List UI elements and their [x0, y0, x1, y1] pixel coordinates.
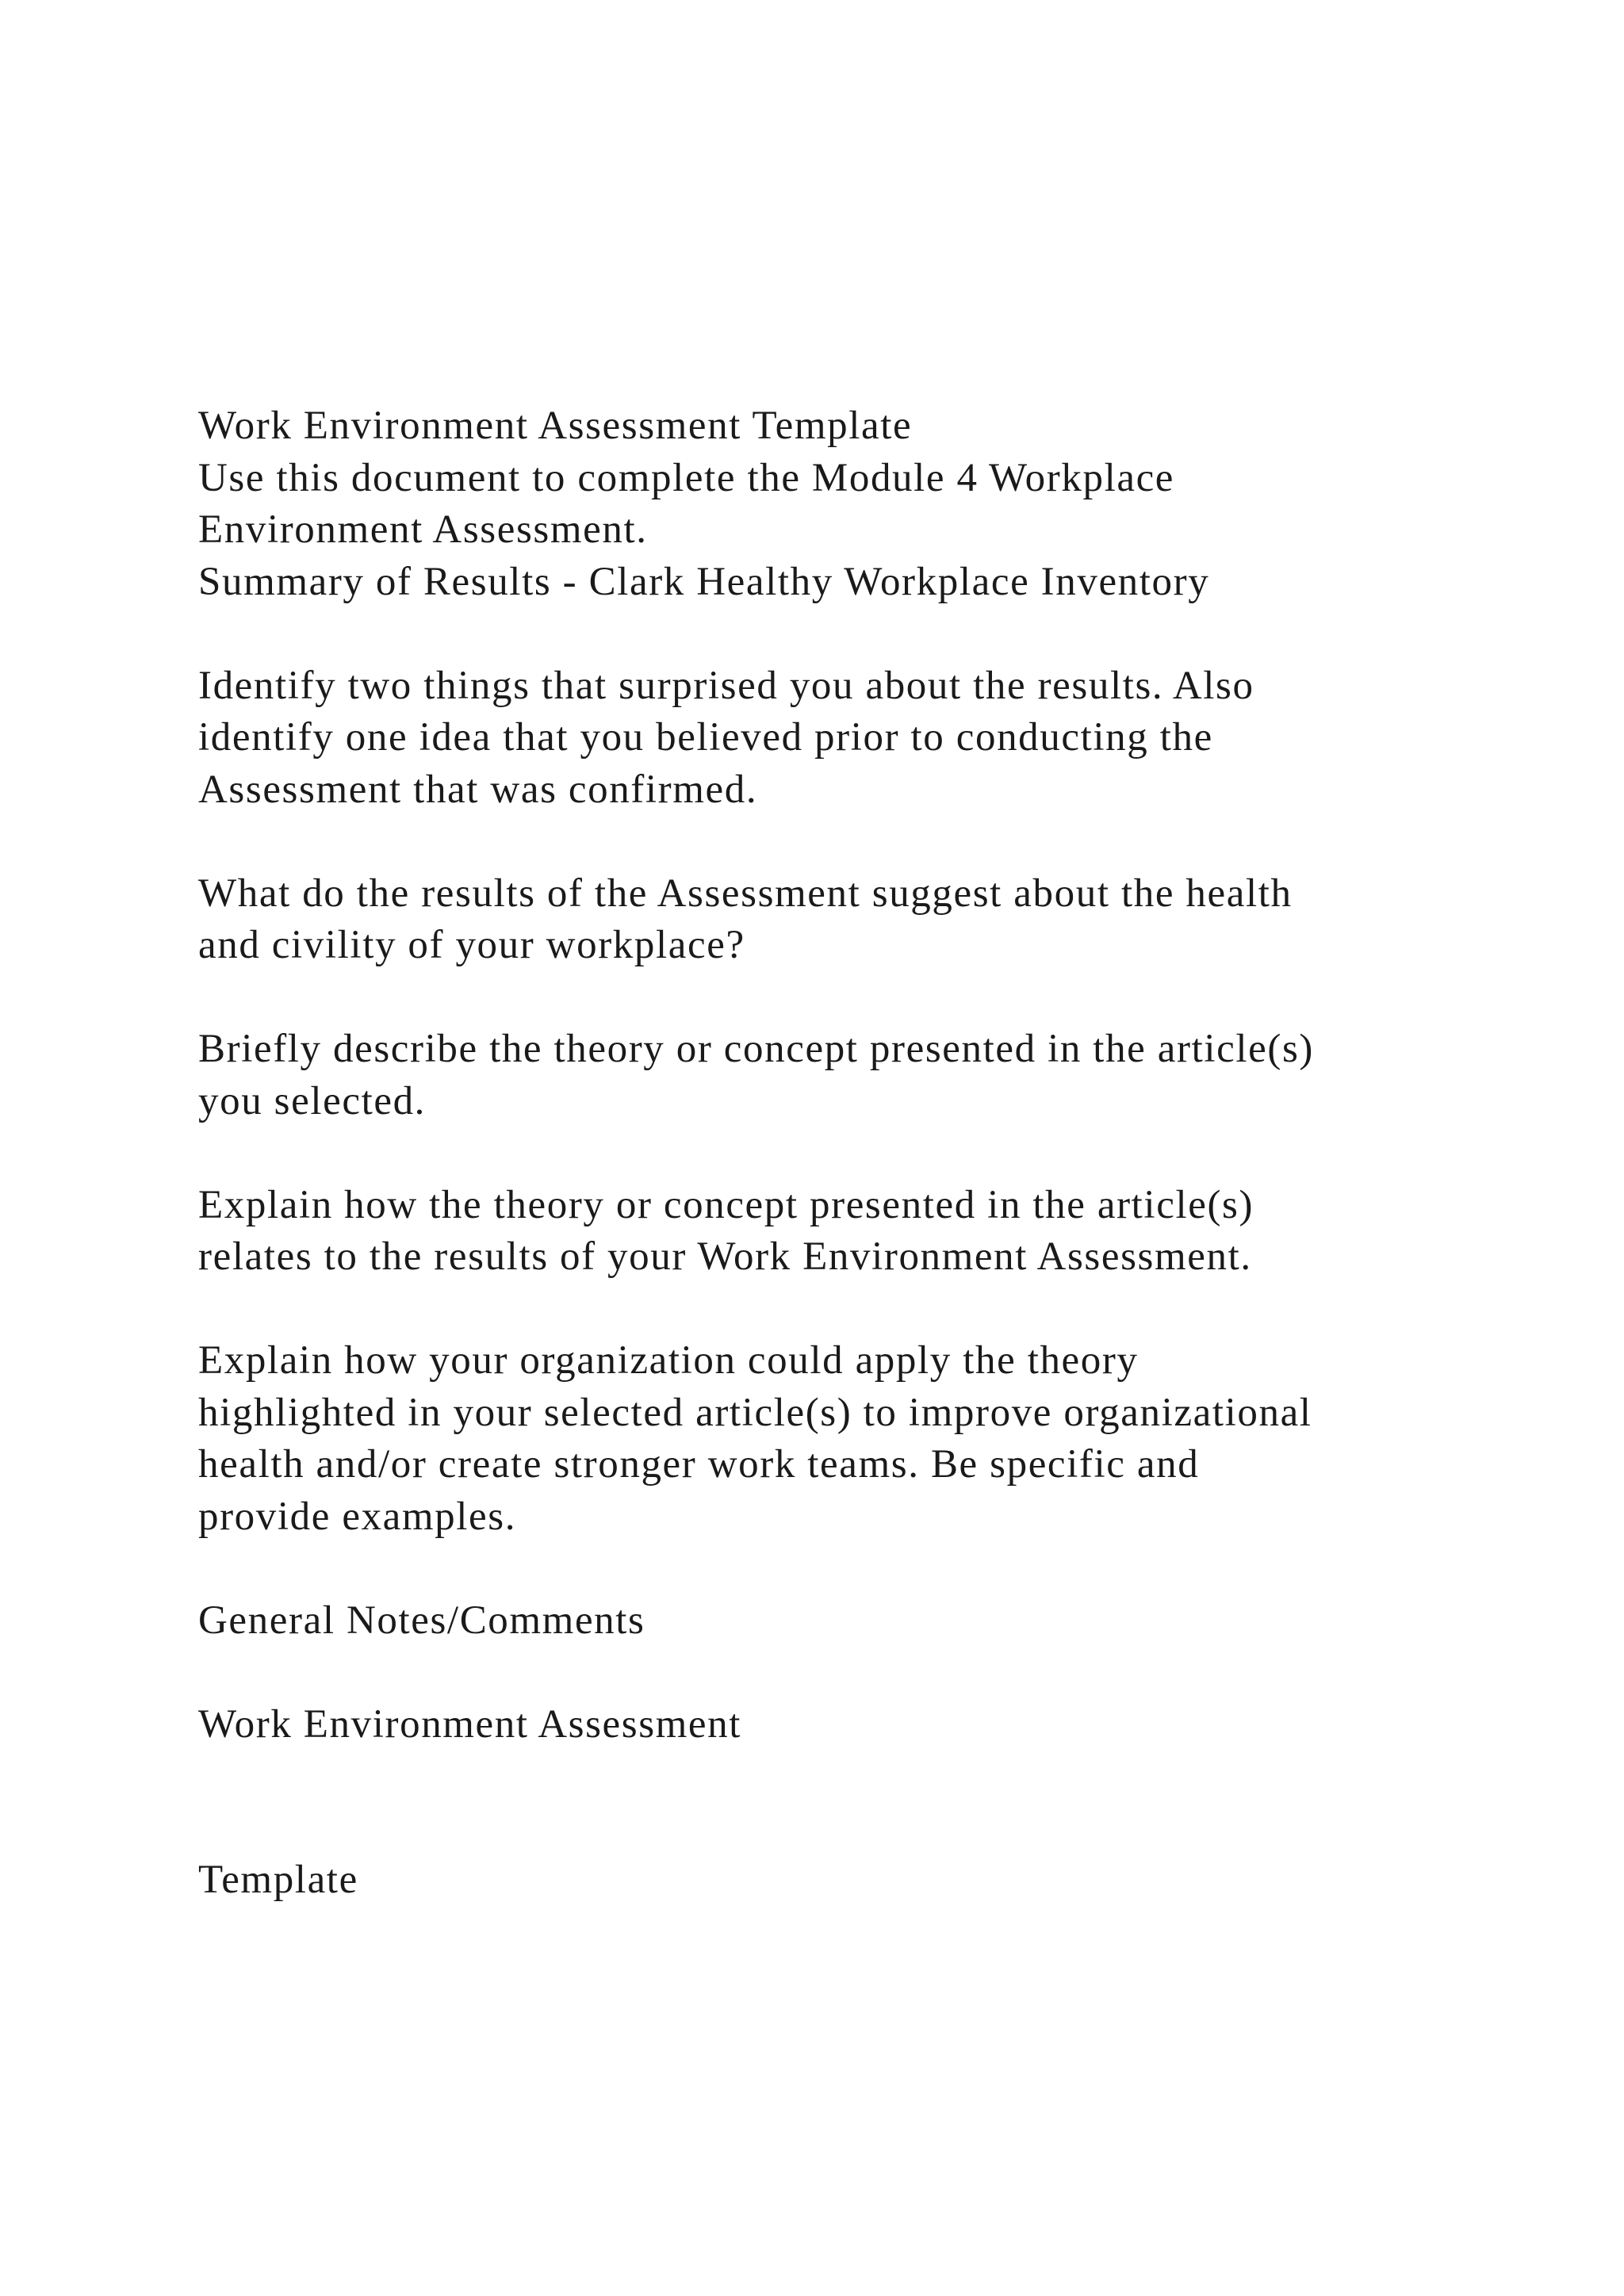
instruction-line: Environment Assessment.: [198, 507, 648, 552]
document-title: Work Environment Assessment Template: [198, 404, 913, 448]
prompt-line: identify one idea that you believed prior to conducting the: [198, 715, 1213, 760]
prompt-line: and civility of your workplace?: [198, 923, 745, 967]
prompt-line: Assessment that was confirmed.: [198, 767, 758, 812]
prompt-line: Explain how the theory or concept presented in the article(s): [198, 1182, 1254, 1227]
footer-title: Work Environment Assessment: [198, 1701, 742, 1747]
prompt-line: highlighted in your selected article(s) to improve organizational: [198, 1390, 1312, 1435]
prompt-line: Explain how your organization could apply the theory: [198, 1338, 1139, 1383]
document-body: [198, 400, 1546, 1907]
spacer: [198, 1127, 1546, 1180]
prompt-line: relates to the results of your Work Environment Assessment.: [198, 1234, 1252, 1279]
spacer: [198, 816, 1546, 868]
prompt-line: What do the results of the Assessment suggest about the health: [198, 871, 1293, 916]
spacer: [198, 1647, 1546, 1699]
prompt-line: you selected.: [198, 1078, 427, 1123]
prompt-line: health and/or create stronger work teams. Be specific and: [198, 1442, 1200, 1487]
section-heading-summary: Summary of Results - Clark Healthy Workplace Inventory: [198, 559, 1210, 604]
prompt-line: provide examples.: [198, 1494, 517, 1539]
spacer: [198, 608, 1546, 660]
spacer: [198, 1543, 1546, 1595]
footer-subtitle: Template: [198, 1858, 358, 1902]
spacer: [198, 1751, 1546, 1854]
spacer: [198, 972, 1546, 1024]
section-heading-notes: General Notes/Comments: [198, 1598, 645, 1643]
prompt-line: Identify two things that surprised you about the results. Also: [198, 663, 1254, 708]
instruction-line: Use this document to complete the Module 4 Workplace: [198, 455, 1175, 500]
prompt-line: Briefly describe the theory or concept presented in the article(s): [198, 1027, 1314, 1071]
spacer: [198, 1284, 1546, 1336]
